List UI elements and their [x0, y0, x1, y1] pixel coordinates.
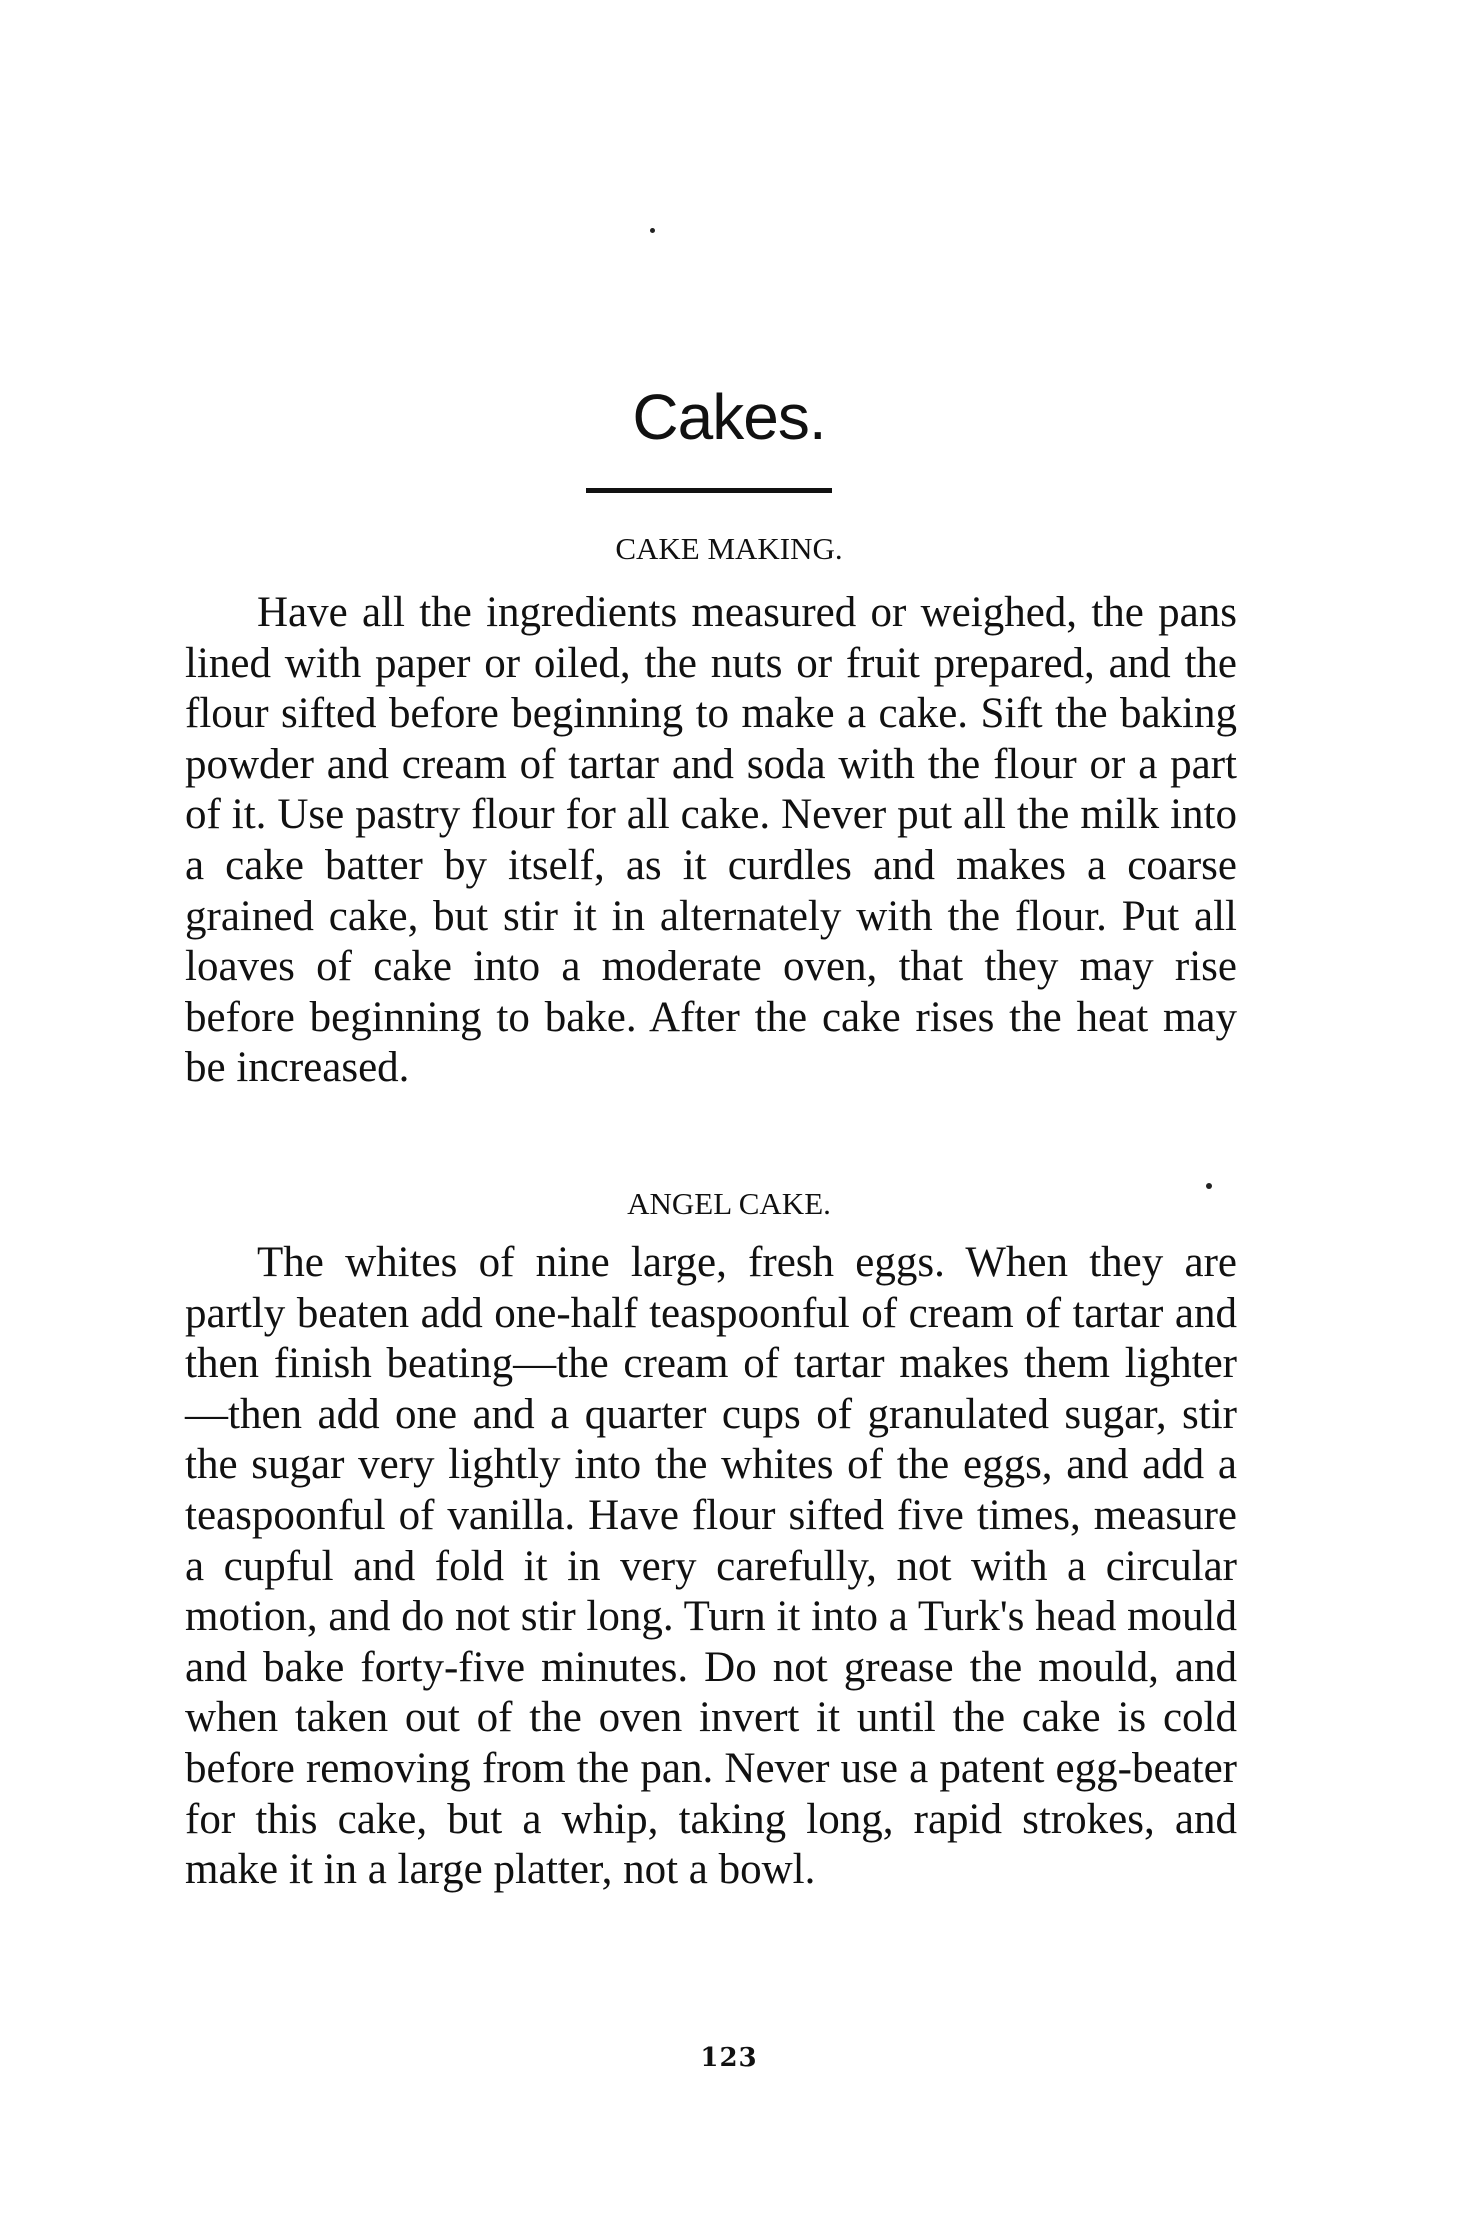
page-number: 123 — [700, 2043, 758, 2073]
title-rule — [586, 488, 832, 493]
section-text-cake-making: Have all the ingredients measured or weighed, the pans lined with paper or oiled, the nuts or fruit prepared, and the flour sifted before beginning to make a cake. Sift the baking powder and cream of tartar and soda with the flour or a part of it. Use pastry flour for all cake. Never put all the milk into a cake batter by itself, as it curdles and makes a coarse grained cake, but stir it in alternately with the flour. Put all loaves of cake into a moderate oven, that they may rise before beginning to bake. After the cake rises the heat may be increased. — [185, 589, 1237, 1092]
print-speck — [650, 228, 655, 233]
chapter-title: Cakes. — [632, 381, 826, 453]
section-heading-angel-cake: ANGEL CAKE. — [627, 1186, 831, 1221]
section-heading-cake-making: CAKE MAKING. — [615, 531, 843, 566]
section-text-angel-cake: The whites of nine large, fresh eggs. When they are partly beaten add one-half teaspoonful of cream of tartar and then finish beating—the cream of tartar makes them lighter—then add one and a quarter cups of granulated sugar, stir the sugar very lightly into the whites of the eggs, and add a teaspoonful of vanilla. Have flour sifted five times, measure a cupful and fold it in very carefully, not with a circular motion, and do not stir long. Turn it into a Turk's head mould and bake forty-five minutes. Do not grease the mould, and when taken out of the oven invert it until the cake is cold before removing from the pan. Never use a patent egg-beater for this cake, but a whip, taking long, rapid strokes, and make it in a large platter, not a bowl. — [185, 1239, 1237, 1894]
